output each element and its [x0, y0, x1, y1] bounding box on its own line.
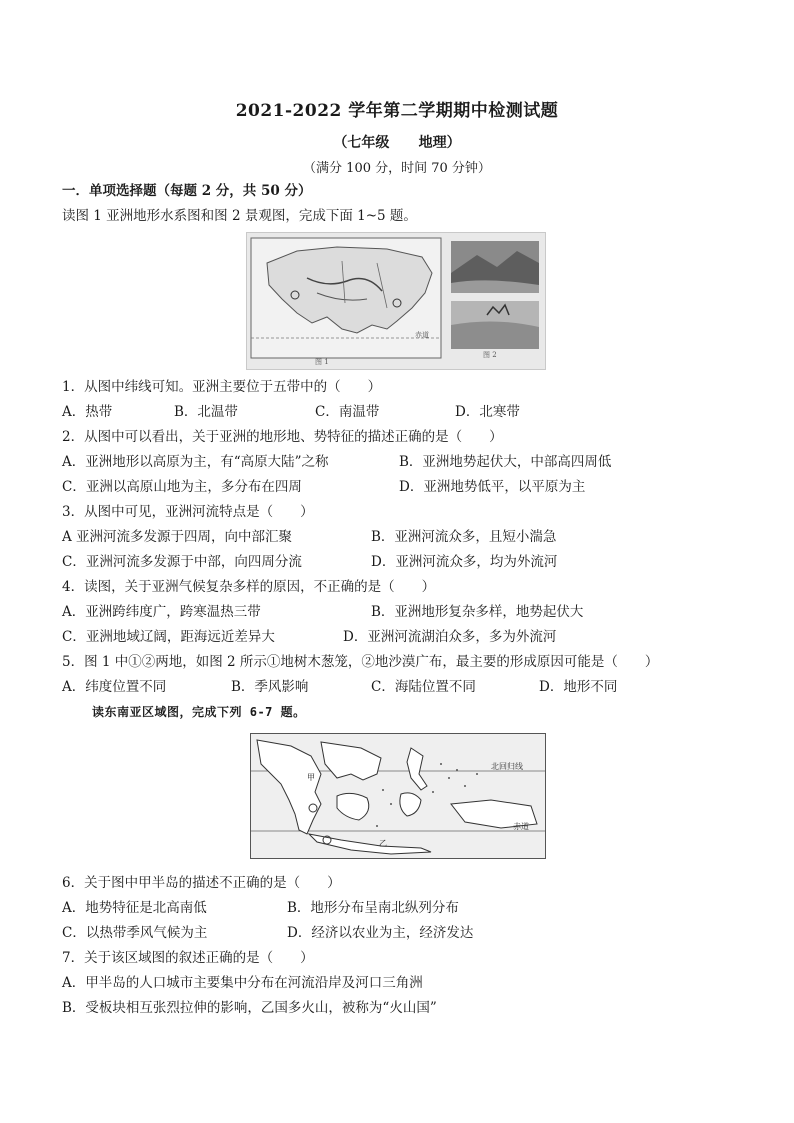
question-3-stem: 3．从图中可见，亚洲河流特点是（ ） [62, 504, 314, 520]
q4-option-c: C．亚洲地域辽阔，距海远近差异大 [62, 629, 275, 645]
figure-asia [246, 232, 546, 370]
jia-label: 甲 [307, 773, 315, 782]
southeast-asia-drawing [251, 734, 545, 858]
question-5-stem: 5．图 1 中①②两地，如图 2 所示①地树木葱笼，②地沙漠广布，最主要的形成原因可能是（ ） [62, 654, 659, 670]
q7-option-a: A．甲半岛的人口城市主要集中分布在河流沿岸及河口三角洲 [62, 975, 423, 991]
section-intro: 读图 1 亚洲地形水系图和图 2 景观图，完成下面 1~5 题。 [62, 208, 417, 224]
q1-option-b: B．北温带 [174, 404, 238, 420]
southeast-asia-map [250, 733, 546, 859]
q4-option-b: B．亚洲地形复杂多样，地势起伏大 [371, 604, 584, 620]
figure1-label: 图 1 [315, 358, 329, 366]
page-title: 2021-2022 学年第二学期期中检测试题 [235, 101, 559, 121]
q2-option-b: B．亚洲地势起伏大，中部高四周低 [399, 454, 612, 470]
grade-subject: （七年级 地理） [333, 135, 461, 151]
question-6-stem: 6．关于图中甲半岛的描述不正确的是（ ） [62, 875, 341, 891]
q4-option-a: A．亚洲跨纬度广，跨寒温热三带 [62, 604, 261, 620]
q6-option-d: D．经济以农业为主，经济发达 [287, 925, 474, 941]
q5-option-d: D．地形不同 [539, 679, 618, 695]
q3-option-c: C．亚洲河流多发源于中部，向四周分流 [62, 554, 302, 570]
section2-intro: 读东南亚区域图，完成下列 6-7 题。 [92, 705, 306, 719]
tropic-label: 北回归线 [491, 762, 523, 771]
q6-option-c: C．以热带季风气候为主 [62, 925, 208, 941]
score-time-info: （满分 100 分，时间 70 分钟） [303, 161, 491, 176]
q3-option-a: A 亚洲河流多发源于四周，向中部汇聚 [62, 529, 293, 545]
q1-option-a: A．热带 [62, 404, 113, 420]
q7-option-b: B．受板块相互张烈拉伸的影响，乙国多火山，被称为“火山国” [62, 1000, 437, 1016]
question-2-stem: 2．从图中可以看出，关于亚洲的地形地、势特征的描述正确的是（ ） [62, 429, 503, 445]
q3-option-d: D．亚洲河流众多，均为外流河 [371, 554, 558, 570]
q3-option-b: B．亚洲河流众多，且短小湍急 [371, 529, 557, 545]
q2-option-a: A．亚洲地形以高原为主，有“高原大陆”之称 [62, 454, 329, 470]
asia-map [247, 233, 545, 369]
equator-label: 赤道 [415, 331, 429, 339]
q4-option-d: D．亚洲河流湖泊众多，多为外流河 [343, 629, 557, 645]
section-heading: 一．单项选择题（每题 2 分，共 50 分） [62, 183, 312, 199]
q6-option-b: B．地形分布呈南北纵列分布 [287, 900, 459, 916]
figure2-label: 图 2 [483, 351, 497, 359]
question-4-stem: 4．读图，关于亚洲气候复杂多样的原因，不正确的是（ ） [62, 579, 436, 595]
q5-option-b: B．季风影响 [231, 679, 309, 695]
q1-option-c: C．南温带 [315, 404, 380, 420]
q5-option-c: C．海陆位置不同 [371, 679, 476, 695]
q1-option-d: D．北寒带 [455, 404, 520, 420]
q6-option-a: A．地势特征是北高南低 [62, 900, 207, 916]
q5-option-a: A．纬度位置不同 [62, 679, 167, 695]
equator-label-2: 赤道 [513, 822, 529, 831]
question-7-stem: 7．关于该区域图的叙述正确的是（ ） [62, 950, 314, 966]
question-1-stem: 1．从图中纬线可知。亚洲主要位于五带中的（ ） [62, 379, 382, 395]
q2-option-d: D．亚洲地势低平，以平原为主 [399, 479, 586, 495]
yi-label: 乙 [379, 839, 387, 848]
q2-option-c: C．亚洲以高原山地为主，多分布在四周 [62, 479, 302, 495]
